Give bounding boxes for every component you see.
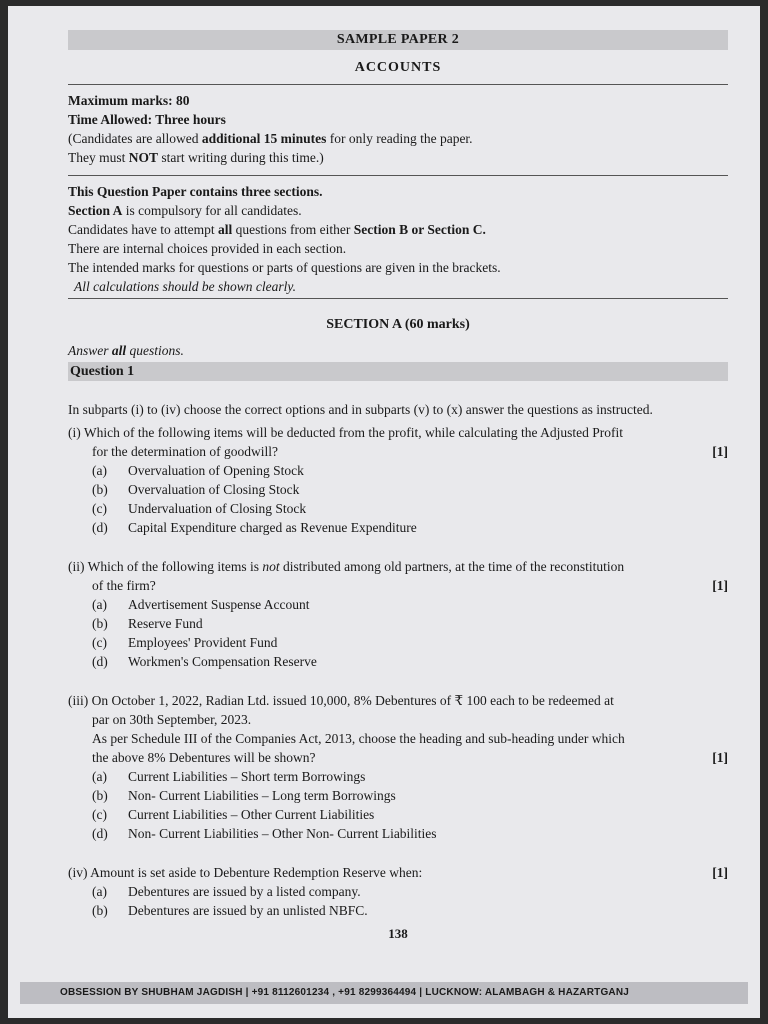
question-text [68, 557, 728, 576]
question-intro: In subparts (i) to (iv) choose the correct options and in subparts (v) to (x) answer the questions as instructed. [68, 402, 653, 417]
option-b [92, 786, 728, 805]
answer-all-note [68, 341, 728, 360]
instruction-attempt [68, 220, 728, 239]
option-text: Current Liabilities – Other Current Liabilities [128, 807, 375, 822]
text: questions from either [232, 222, 354, 237]
text-bold: Section B or Section C. [353, 222, 486, 237]
option-b [92, 901, 728, 920]
text: Candidates have to attempt [68, 222, 218, 237]
instruction-sections: This Question Paper contains three sections. [68, 184, 323, 199]
option-label: (a) [92, 597, 107, 612]
reading-time-note [68, 129, 728, 148]
text-bold: NOT [128, 150, 159, 165]
text: is compulsory for all candidates. [122, 203, 302, 218]
text-italic: not [262, 559, 280, 574]
text: (ii) Which of the following items is [68, 559, 263, 574]
question-text: par on 30th September, 2023. [92, 712, 252, 727]
option-text: Non- Current Liabilities – Long term Borrowings [128, 788, 396, 803]
option-a [92, 461, 728, 480]
question-text-row [68, 863, 728, 882]
text: for only reading the paper. [326, 131, 473, 146]
option-label: (a) [92, 769, 107, 784]
option-label: (c) [92, 807, 107, 822]
option-a [92, 882, 728, 901]
question-text-row [68, 576, 728, 595]
option-label: (b) [92, 482, 108, 497]
options-list [68, 882, 728, 920]
text: Answer [68, 343, 112, 358]
option-label: (c) [92, 635, 107, 650]
marks-badge: [1] [712, 578, 728, 593]
question-text: (iii) On October 1, 2022, Radian Ltd. issued 10,000, 8% Debentures of ₹ 100 each to be redeemed at [68, 693, 614, 708]
option-label: (d) [92, 520, 108, 535]
instruction-choices: There are internal choices provided in each section. [68, 241, 347, 256]
option-c [92, 633, 728, 652]
option-text: Debentures are issued by an unlisted NBFC. [128, 903, 368, 918]
option-a [92, 767, 728, 786]
paper-sheet [8, 6, 760, 1018]
option-d [92, 652, 728, 671]
instruction-marks: The intended marks for questions or parts of questions are given in the brackets. [68, 260, 501, 275]
question-part-i [68, 423, 728, 537]
text: (Candidates are allowed [68, 131, 202, 146]
option-text: Employees' Provident Fund [128, 635, 278, 650]
question-text: As per Schedule III of the Companies Act, 2013, choose the heading and sub-heading under which [92, 731, 625, 746]
option-c [92, 805, 728, 824]
question-part-iii [68, 691, 728, 843]
text: start writing during this time.) [158, 150, 324, 165]
options-list [68, 461, 728, 537]
option-text: Capital Expenditure charged as Revenue Expenditure [128, 520, 417, 535]
divider [68, 84, 728, 85]
option-label: (b) [92, 616, 108, 631]
divider [68, 175, 728, 176]
option-text: Overvaluation of Closing Stock [128, 482, 300, 497]
instruction-calculations: All calculations should be shown clearly. [74, 279, 296, 294]
option-b [92, 480, 728, 499]
option-b [92, 614, 728, 633]
marks-badge: [1] [712, 444, 728, 459]
question-text: (i) Which of the following items will be deducted from the profit, while calculating the Adjusted Profit [68, 425, 623, 440]
question-1-label: Question 1 [68, 362, 728, 381]
text-bold: Section A [68, 203, 123, 218]
option-label: (c) [92, 501, 107, 516]
option-text: Undervaluation of Closing Stock [128, 501, 307, 516]
marks-badge: [1] [712, 750, 728, 765]
option-label: (a) [92, 884, 107, 899]
options-list [68, 595, 728, 671]
option-d [92, 518, 728, 537]
text: questions. [126, 343, 184, 358]
text-bold: all [111, 343, 127, 358]
question-part-iv [68, 863, 728, 920]
option-label: (d) [92, 826, 108, 841]
text-bold: additional 15 minutes [201, 131, 327, 146]
question-text: (iv) Amount is set aside to Debenture Redemption Reserve when: [68, 865, 423, 880]
question-part-ii [68, 557, 728, 671]
text-bold: all [217, 222, 233, 237]
question-text-row [68, 729, 728, 748]
question-text-row [68, 710, 728, 729]
paper-title: SAMPLE PAPER 2 [68, 30, 728, 50]
text: distributed among old partners, at the time of the reconstitution [279, 559, 625, 574]
time-allowed: Time Allowed: Three hours [68, 112, 226, 127]
question-text: of the firm? [92, 578, 156, 593]
question-text: for the determination of goodwill? [92, 444, 278, 459]
footer-banner: OBSESSION BY SHUBHAM JAGDISH | +91 8112601234 , +91 8299364494 | LUCKNOW: ALAMBAGH & HAZARTGANJ [20, 982, 748, 1004]
paper-content [68, 30, 728, 942]
option-a [92, 595, 728, 614]
text: They must [68, 150, 129, 165]
option-label: (a) [92, 463, 107, 478]
option-label: (d) [92, 654, 108, 669]
max-marks: Maximum marks: 80 [68, 93, 190, 108]
question-text-row [68, 748, 728, 767]
option-text: Debentures are issued by a listed company. [128, 884, 361, 899]
page-number: 138 [388, 926, 408, 941]
option-c [92, 499, 728, 518]
option-text: Current Liabilities – Short term Borrowings [128, 769, 366, 784]
divider [68, 298, 728, 299]
question-text-row [68, 442, 728, 461]
subject-title: ACCOUNTS [354, 60, 442, 75]
section-a-heading: SECTION A (60 marks) [326, 317, 470, 332]
option-d [92, 824, 728, 843]
option-label: (b) [92, 903, 108, 918]
no-writing-note [68, 148, 728, 167]
option-text: Non- Current Liabilities – Other Non- Current Liabilities [128, 826, 437, 841]
option-text: Workmen's Compensation Reserve [128, 654, 317, 669]
option-text: Advertisement Suspense Account [128, 597, 310, 612]
option-label: (b) [92, 788, 108, 803]
question-text: the above 8% Debentures will be shown? [92, 750, 316, 765]
marks-badge: [1] [712, 865, 728, 880]
option-text: Reserve Fund [128, 616, 203, 631]
instruction-compulsory [68, 201, 728, 220]
option-text: Overvaluation of Opening Stock [128, 463, 304, 478]
options-list [68, 767, 728, 843]
